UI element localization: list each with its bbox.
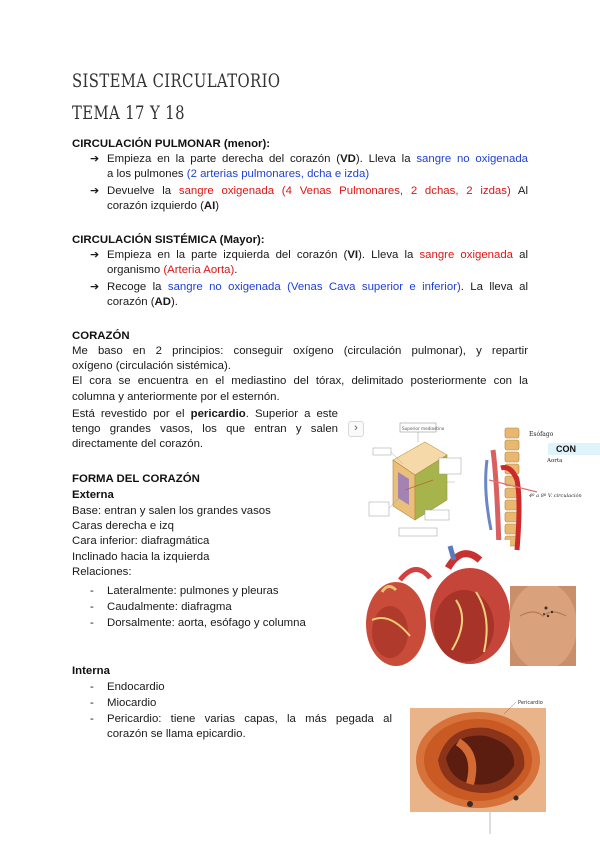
list-item: ➔ Empieza en la parte izquierda del corazón (VI). Lleva la sangre oxigenada al organismo (Arteria Aorta). bbox=[90, 249, 528, 277]
section-label: Pericardio bbox=[518, 700, 543, 706]
list-item: - Endocardio bbox=[90, 681, 165, 693]
pericardio-paragraph: Está revestido por el pericardio. Superior a este tengo grandes vasos, los que entran y salen directamente del corazón. bbox=[72, 408, 338, 451]
corazon-paragraph: Me baso en 2 principios: conseguir oxígeno (circulación pulmonar), y repartir oxígeno (circulación sistémica). El cora se encuentra en el mediastino del tórax, delimitado posteriormente con la columna y anteriormente por el esternón. bbox=[72, 345, 528, 403]
heading-interna: Interna bbox=[72, 665, 110, 677]
arrow-bullet: ➔ bbox=[90, 281, 100, 293]
list-item: ➔ Empieza en la parte derecha del corazón (VD). Lleva la sangre no oxigenada a los pulmones (2 arterias pulmonares, dcha e izda) bbox=[90, 153, 528, 181]
list-item: ➔ Devuelve la sangre oxigenada (4 Venas Pulmonares, 2 dchas, 2 izdas) Al corazón izquierdo (AI) bbox=[90, 185, 529, 213]
arrow-bullet: ➔ bbox=[90, 185, 100, 197]
heading-pulmonar: CIRCULACIÓN PULMONAR (menor): bbox=[72, 138, 271, 150]
arrow-bullet: ➔ bbox=[90, 249, 100, 261]
externa-lines: Base: entran y salen los grandes vasos Caras derecha e izq Cara inferior: diafragmática Inclinado hacia la izquierda Relaciones: bbox=[72, 505, 271, 578]
torso-image bbox=[510, 586, 576, 666]
list-item: ➔ Recoge la sangre no oxigenada (Venas Cava superior e inferior). La lleva al corazón (AD). bbox=[90, 281, 529, 309]
page-title: SISTEMA CIRCULATORIO bbox=[72, 70, 281, 92]
mediastinum-diagram bbox=[365, 420, 477, 544]
list-item: - Pericardio: tiene varias capas, la más pegada al corazón se llama epicardio. bbox=[90, 713, 392, 741]
heading-corazon: CORAZÓN bbox=[72, 330, 130, 342]
list-item: - Dorsalmente: aorta, esófago y columna bbox=[90, 617, 306, 629]
spine-tag: CON bbox=[556, 444, 576, 454]
spine-aorta-image bbox=[477, 420, 600, 560]
heart-anatomy-image bbox=[360, 540, 510, 672]
heart-section-image bbox=[408, 694, 554, 840]
spine-label-esofago: Esófago bbox=[529, 431, 554, 438]
chevron-right-icon[interactable]: › bbox=[348, 421, 364, 437]
page-subtitle: TEMA 17 Y 18 bbox=[72, 102, 185, 124]
diagram-label: Superior mediastino bbox=[402, 426, 445, 431]
list-item: - Caudalmente: diafragma bbox=[90, 601, 232, 613]
list-item: - Miocardio bbox=[90, 697, 157, 709]
spine-label-circulacion: 4º a 8º V. circulación bbox=[529, 493, 582, 499]
list-item: - Lateralmente: pulmones y pleuras bbox=[90, 585, 279, 597]
heading-sistemica: CIRCULACIÓN SISTÉMICA (Mayor): bbox=[72, 234, 265, 246]
heading-forma: FORMA DEL CORAZÓN bbox=[72, 473, 200, 485]
arrow-bullet: ➔ bbox=[90, 153, 100, 165]
heading-externa: Externa bbox=[72, 489, 114, 501]
spine-label-aorta: Aorta bbox=[547, 458, 563, 464]
